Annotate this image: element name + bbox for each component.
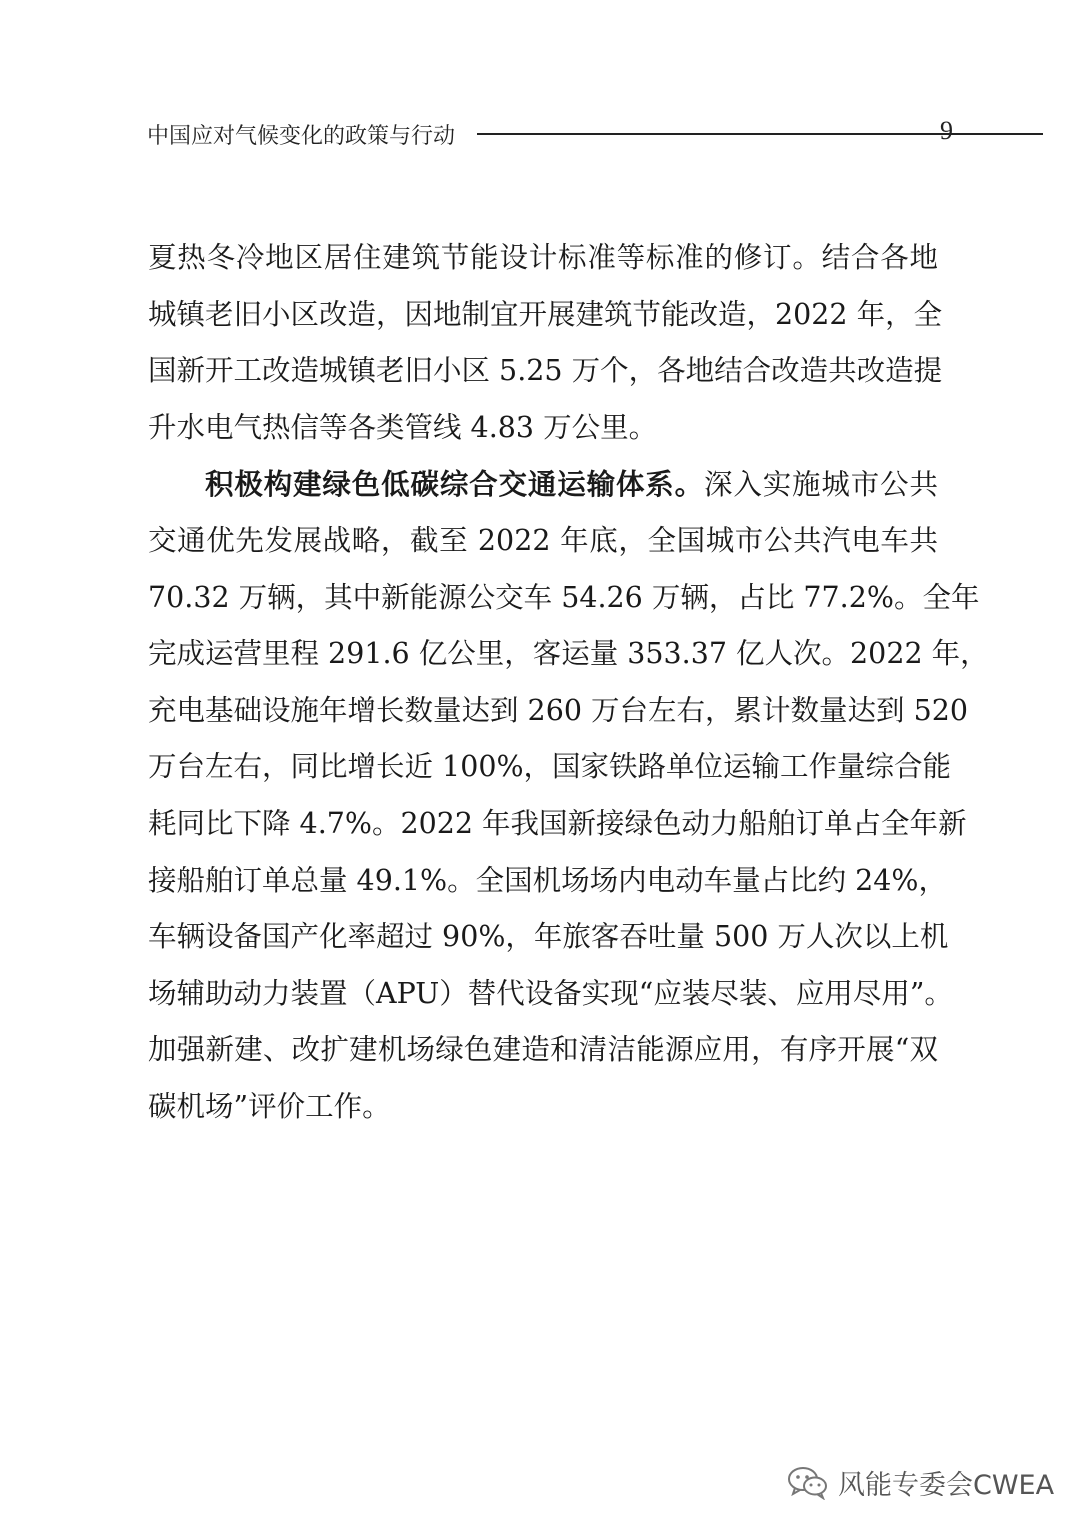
running-head-title: 中国应对气候变化的政策与行动 xyxy=(147,123,456,149)
paragraph-heading: 积极构建绿色低碳综合交通运输体系。 xyxy=(205,467,704,502)
paragraph-2 xyxy=(148,456,989,1135)
text-line: 充电基础设施年增长数量达到 260 万台左右，累计数量达到 520 xyxy=(148,693,968,727)
heading-line-rest: 深入实施城市公共 xyxy=(704,468,938,502)
page-number: 9 xyxy=(940,116,953,145)
text-line: 交通优先发展战略，截至 2022 年底，全国城市公共汽电车共 xyxy=(148,523,938,557)
text-line: 城镇老旧小区改造，因地制宜开展建筑节能改造，2022 年，全 xyxy=(148,297,943,331)
watermark-text: 风能专委会CWEA xyxy=(838,1469,1055,1501)
text-line: 加强新建、改扩建机场绿色建造和清洁能源应用，有序开展“双 xyxy=(148,1033,938,1067)
text-line: 碳机场”评价工作。 xyxy=(148,1089,391,1123)
text-line: 耗同比下降 4.7%。2022 年我国新接绿色动力船舶订单占全年新 xyxy=(148,806,967,840)
watermark xyxy=(786,1457,1054,1507)
text-line: 夏热冬冷地区居住建筑节能设计标准等标准的修订。结合各地 xyxy=(148,241,938,274)
text-line: 场辅助动力装置（APU）替代设备实现“应装尽装、应用尽用”。 xyxy=(148,976,953,1010)
text-line: 车辆设备国产化率超过 90%，年旅客吞吐量 500 万人次以上机 xyxy=(148,920,949,954)
text-line xyxy=(148,456,938,513)
text-line: 万台左右，同比增长近 100%，国家铁路单位运输工作量综合能 xyxy=(148,750,952,784)
text-line: 国新开工改造城镇老旧小区 5.25 万个，各地结合改造共改造提 xyxy=(148,354,943,388)
paragraph-1 xyxy=(148,230,943,456)
text-line: 70.32 万辆，其中新能源公交车 54.26 万辆，占比 77.2%。全年 xyxy=(148,580,980,614)
running-head xyxy=(147,118,953,150)
wechat-icon xyxy=(786,1464,830,1500)
header-rule xyxy=(477,133,1043,135)
body-text xyxy=(148,230,989,1136)
text-line: 接船舶订单总量 49.1%。全国机场场内电动车量占比约 24%， xyxy=(148,863,948,897)
text-line: 升水电气热信等各类管线 4.83 万公里。 xyxy=(148,410,658,444)
text-line: 完成运营里程 291.6 亿公里，客运量 353.37 亿人次。2022 年， xyxy=(148,637,989,671)
